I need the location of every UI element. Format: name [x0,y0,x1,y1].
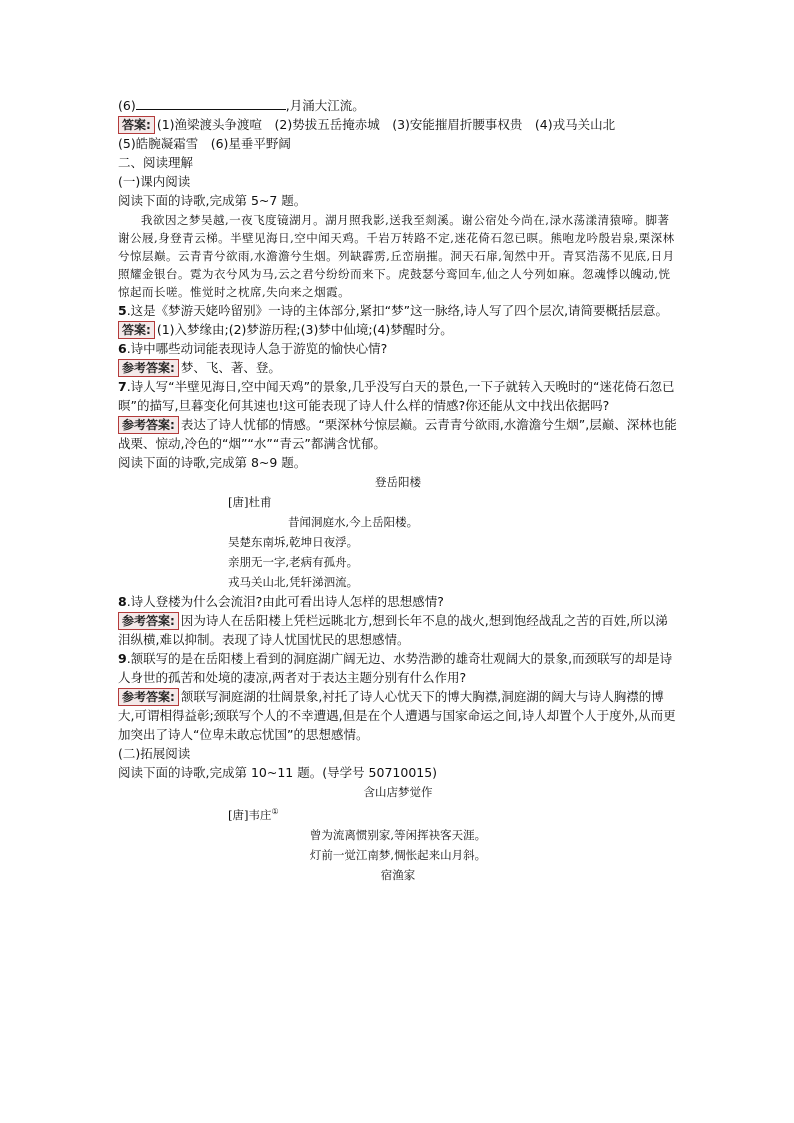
answer-text: 梦、飞、著、登。 [180,360,281,375]
answer-badge: 答案: [118,116,155,134]
answer-text: 表达了诗人忧郁的情感。“栗深林兮惊层巅。云青青兮欲雨,水澹澹兮生烟”,层巅、深林也能战栗、惊动,冷色的“烟”“水”“青云”都满含忧郁。 [118,417,677,451]
poem-title: 宿渔家 [380,867,416,882]
reading-instruction: 阅读下面的诗歌,完成第 8~9 题。 [118,455,307,470]
answer-block1-line1 [118,115,678,134]
answer-badge: 参考答案: [118,416,179,434]
question-5 [118,301,678,320]
answer-6 [118,358,678,377]
question-7 [118,377,678,415]
question-9 [118,649,678,687]
poem-line: 亲朋无一字,老病有孤舟。 [228,555,359,569]
q6-fill-prefix: (6) [118,98,136,113]
poem-line: 曾为流离惯别家,等闲挥袂客天涯。 [309,827,487,842]
answer-badge: 参考答案: [118,359,179,377]
answer-text: (1)渔梁渡头争渡喧 (2)势拔五岳掩赤城 (3)安能摧眉折腰事权贵 (4)戎马关山北 [156,117,616,132]
poem-line: 吴楚东南坼,乾坤日夜浮。 [228,535,359,549]
question-text: .诗人写“半壁见海日,空中闻天鸡”的景象,几乎没写白天的景色,一下子就转入天晚时的“迷花倚石忽已暝”的描写,旦暮变化何其速也!这可能表现了诗人什么样的情感?你还能从文中找出依据吗? [118,379,675,413]
subsection-heading: (二)拓展阅读 [118,746,191,761]
section-heading: 二、阅读理解 [118,155,194,170]
footnote-marker: ① [271,807,279,816]
question-8 [118,592,678,611]
poem-line: 戎马关山北,凭轩涕泗流。 [228,575,359,589]
poem-line: 昔闻洞庭水,今上岳阳楼。 [288,515,419,529]
answer-5 [118,320,678,339]
question-6 [118,339,678,358]
answer-text: 颔联写洞庭湖的壮阔景象,衬托了诗人心忧天下的博大胸襟,洞庭湖的阔大与诗人胸襟的博大,可谓相得益彰;颈联写个人的不幸遭遇,但是在个人遭遇与国家命运之间,诗人却置个人于度外,从而更加突出了诗人“位卑未敢忘忧国”的思想感情。 [118,689,676,742]
answer-text: 因为诗人在岳阳楼上凭栏远眺北方,想到长年不息的战火,想到饱经战乱之苦的百姓,所以涕泪纵横,难以抑制。表现了诗人忧国忧民的思想感情。 [118,613,668,647]
answer-badge: 参考答案: [118,688,179,706]
answer-block1-line2: (5)皓腕凝霜雪 (6)星垂平野阔 [118,136,291,151]
question-text: .诗人登楼为什么会流泪?由此可看出诗人怎样的思想感情? [126,594,444,609]
question-number: 8 [118,594,127,609]
question-text: .颔联写的是在岳阳楼上看到的洞庭湖广阔无边、水势浩渺的雄奇壮观阔大的景象,而颈联写的却是诗人身世的孤苦和处境的凄凉,两者对于表达主题分别有什么作用? [118,651,673,685]
poem-line: 灯前一觉江南梦,惆怅起来山月斜。 [309,847,487,862]
reading-instruction: 阅读下面的诗歌,完成第 10~11 题。(导学号 50710015) [118,765,438,780]
q6-fill-suffix: ,月涌大江流。 [285,98,365,113]
poem-title: 登岳阳楼 [375,475,421,489]
question-number: 7 [118,379,127,394]
answer-text: (1)入梦缘由;(2)梦游历程;(3)梦中仙境;(4)梦醒时分。 [156,322,453,337]
question-number: 6 [118,341,127,356]
subsection-heading: (一)课内阅读 [118,174,191,189]
answer-8 [118,611,678,649]
poem-title: 含山店梦觉作 [363,785,433,799]
question-number: 5 [118,303,127,318]
poem-author: [唐]杜甫 [228,495,272,509]
answer-badge: 答案: [118,321,155,339]
answer-badge: 参考答案: [118,612,179,630]
answer-7 [118,415,678,453]
document-page [118,96,678,885]
answer-9 [118,687,678,744]
poem-author [118,802,678,825]
question-number: 9 [118,651,127,666]
poem-passage: 我欲因之梦吴越,一夜飞度镜湖月。湖月照我影,送我至剡溪。谢公宿处今尚在,渌水荡漾清猿啼。脚著谢公屐,身登青云梯。半壁见海日,空中闻天鸡。千岩万转路不定,迷花倚石忽已暝。熊咆龙吟殷岩泉,栗深林兮惊层巅。云青青兮欲雨,水澹澹兮生烟。列缺霹雳,丘峦崩摧。洞天石扉,訇然中开。青冥浩荡不见底,日月照耀金银台。霓为衣兮风为马,云之君兮纷纷而来下。虎鼓瑟兮鸾回车,仙之人兮列如麻。忽魂悸以魄动,恍惊起而长嗟。惟觉时之枕席,失向来之烟霞。 [118,213,675,299]
q6-fill-line [118,96,678,115]
question-text: .这是《梦游天姥吟留别》一诗的主体部分,紧扣“梦”这一脉络,诗人写了四个层次,请简要概括层意。 [126,303,669,318]
question-text: .诗中哪些动词能表现诗人急于游览的愉快心情? [126,341,388,356]
reading-instruction: 阅读下面的诗歌,完成第 5~7 题。 [118,193,307,208]
fill-blank [136,97,286,110]
poem-author-name: [唐]韦庄 [228,807,272,822]
